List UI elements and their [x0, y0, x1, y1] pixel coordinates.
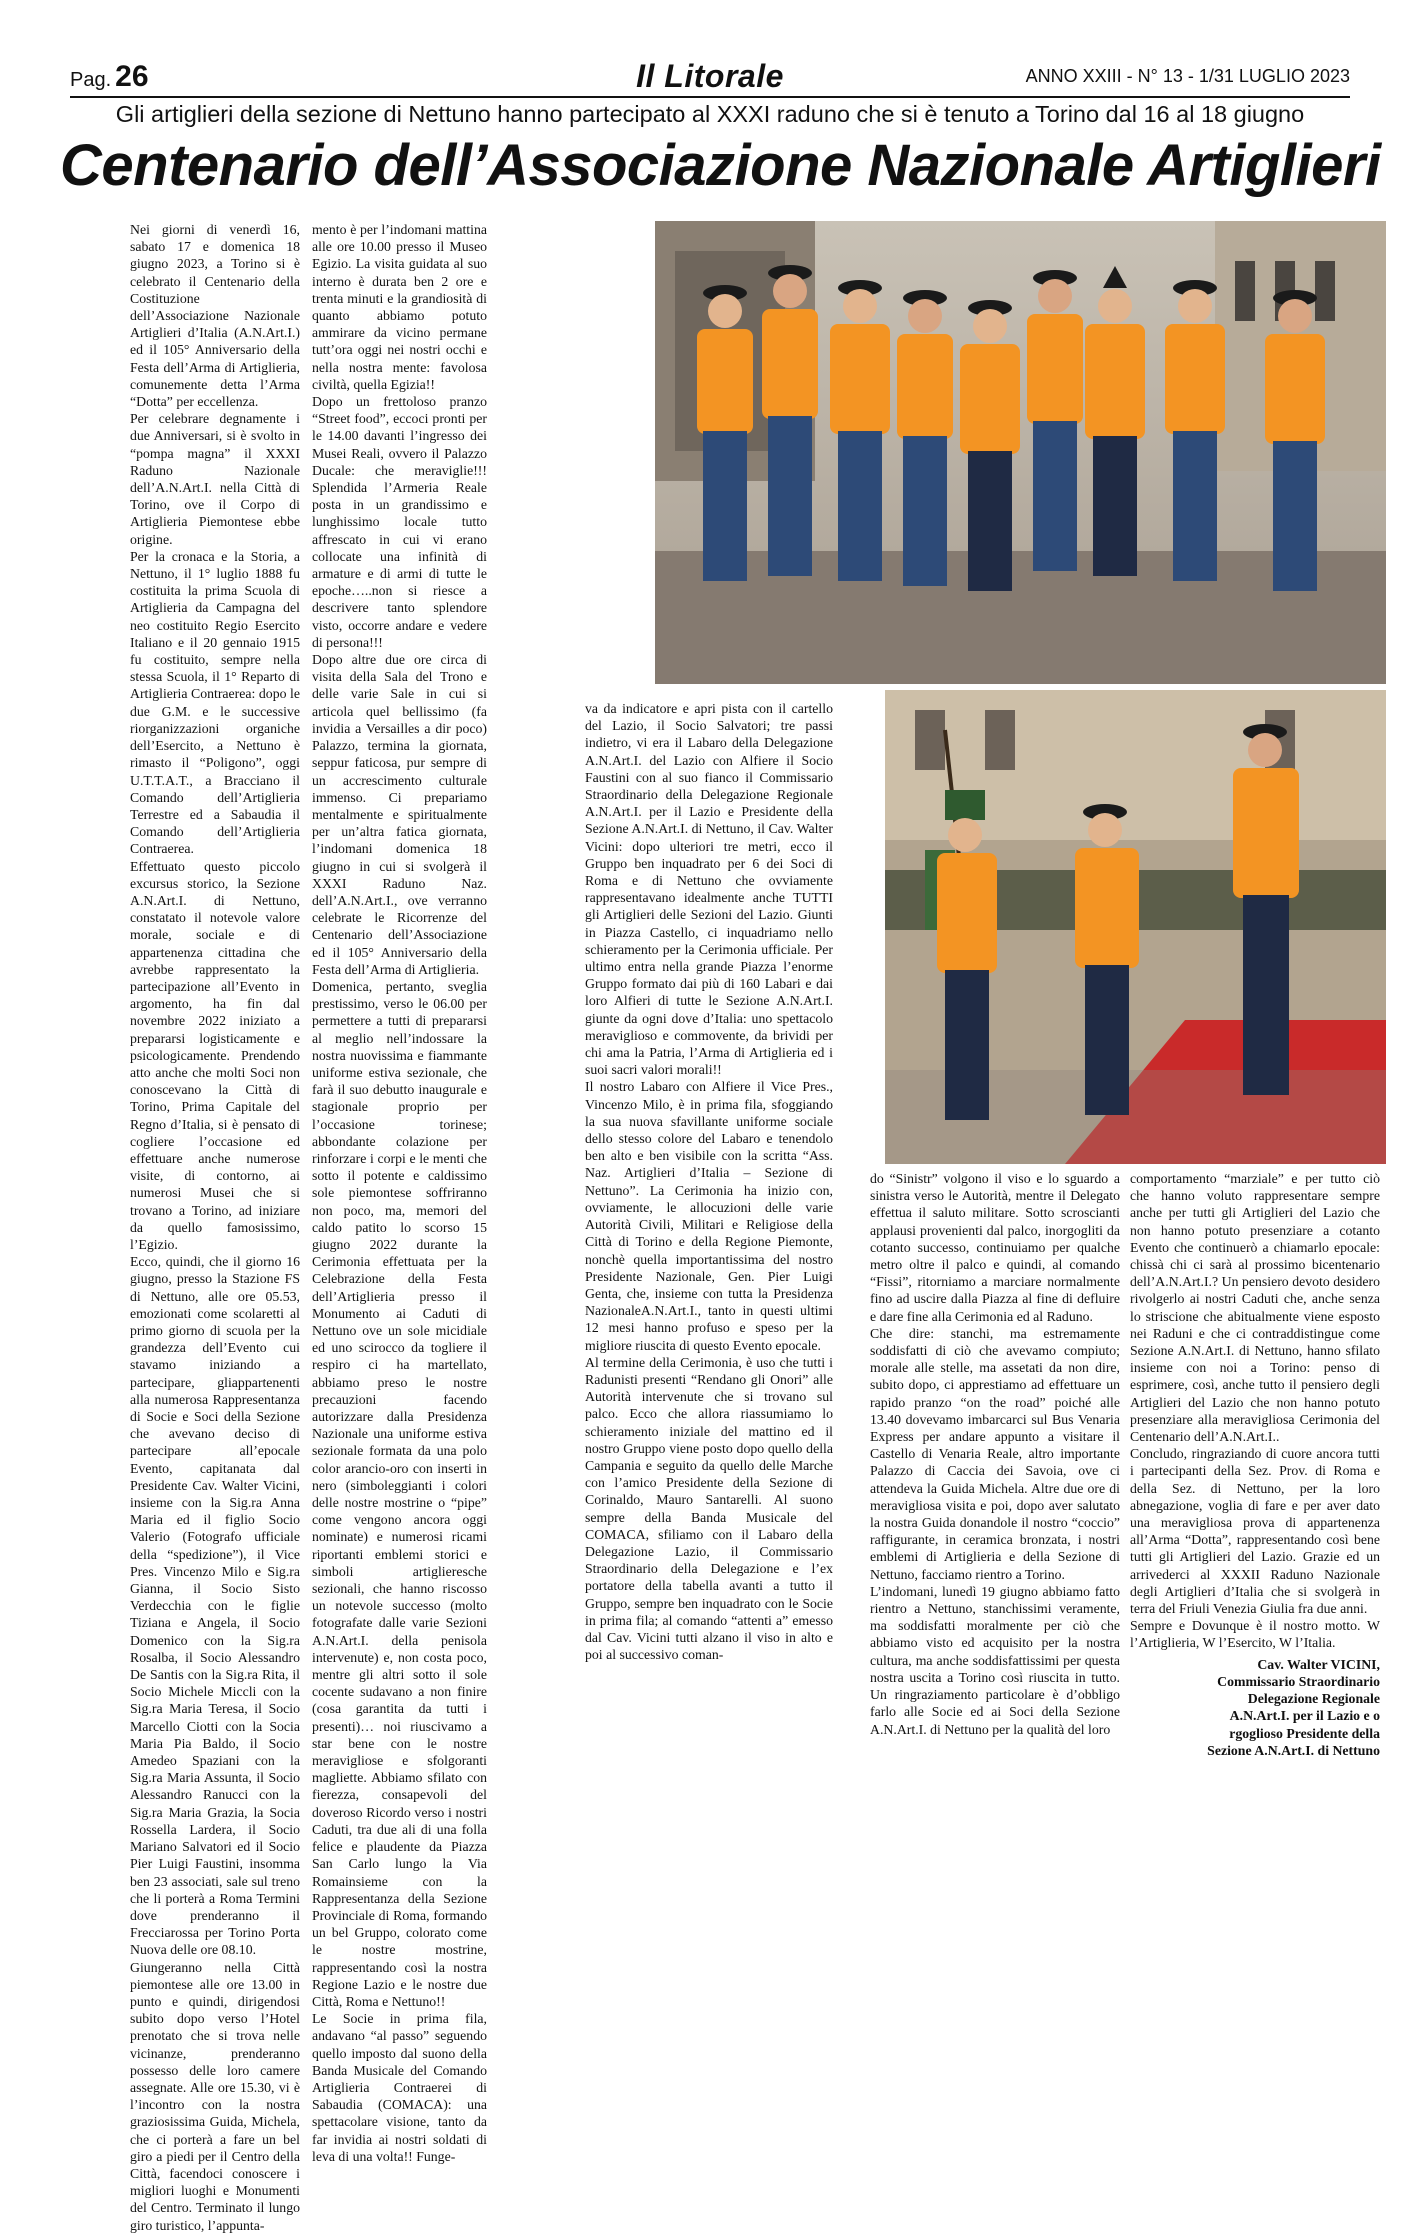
paragraph: L’indomani, lunedì 19 giugno abbiamo fatto rientro a Nettuno, stanchissimi veramente, ma soddisfatti moralmente per ciò che abbiamo visto ed acquisito per la nostra cultura, ma anche soddisfattissimi per questa nostra uscita a Torino così riuscita in tutto. Un ringraziamento particolare è d’obbligo farlo alle Socie ed ai Soci della Sezione A.N.Art.I. di Nettuno per la qualità del loro [870, 1583, 1120, 1737]
article-column-3 [585, 700, 833, 1936]
parade-photo-icon [885, 690, 1386, 1164]
page-header [70, 60, 1350, 98]
paragraph: comportamento “marziale” e per tutto ciò che hanno voluto rappresentare sempre anche per tutti gli Artiglieri del Lazio che non hanno potuto presenziare a cotanto Evento che continuerò a chiamarlo epocale: chissà chi ci sarà al prossimo bicentenario dell’A.N.Art.I.? Un pensiero devoto desidero rivolgerlo ai nostri Caduti che, anche senza lo striscione che abitualmente viene esposto nei Raduni e che ci contraddistingue come Sezione A.N.Art.I. di Nettuno, hanno sfilato insieme con noi a Torino: penso di esprimere, così, anche tutto il pensiero degli Artiglieri del Lazio che non hanno potuto presenziare alla meravigliosa Cerimonia del Centenario dell’A.N.Art.I.. [1130, 1171, 1380, 1445]
article-column-1 [130, 221, 300, 2233]
paragraph: Nei giorni di venerdì 16, sabato 17 e domenica 18 giugno 2023, a Torino si è celebrato il Centenario della Costituzione dell’Associazione Nazionale Artiglieri d’Italia (A.N.Art.I.) ed il 105° Anniversario della Festa dell’Arma di Artiglieria, comunemente detta l’Arma “Dotta” per eccellenza. [130, 222, 300, 410]
paragraph: Al termine della Cerimonia, è uso che tutti i Radunisti presenti “Rendano gli Onori” alle Autorità intervenute che si trovano sul palco. Ecco che allora riassumiamo lo schieramento iniziale del mattino ed il nostro Gruppo viene posto dopo quello della Campania e seguito da quello delle Marche con l’amico Presidente della Sezione di Corinaldo, Mauro Santarelli. Al suono sempre della Banda Musicale del COMACA, sfiliamo con il Labaro della Delegazione Lazio, il Commissario Straordinario della Delegazione e l’ex portatore della tabella avanti a tutto il Gruppo, sempre ben inquadrato con le Socie in prima fila; al comando “attenti a” emesso dal Cav. Vicini tutti alzano il viso in alto e poi al successivo coman- [585, 1354, 833, 1663]
paragraph: Giungeranno nella Città piemontese alle ore 13.00 in punto e quindi, dirigendosi subito dopo verso l’Hotel prenotato che si trova nelle vicinanze, prenderanno possesso delle loro camere assegnate. Alle ore 15.30, vi è l’incontro con la nostra graziosissima Guida, Michela, che ci porterà a fare un bel giro a piedi per il Centro della Città, facendoci conoscere i migliori luoghi e Monumenti del Centro. Terminato il lungo giro turistico, l’appunta- [130, 1959, 300, 2233]
signature-line: rgoglioso Presidente della [1229, 1725, 1380, 1741]
paragraph: Il nostro Labaro con Alfiere il Vice Pres., Vincenzo Milo, è in prima fila, sfoggiando la sua nuova sfavillante uniforme sociale dello stesso colore del Labaro e tenendolo ben alto e ben visibile con la scritta “Ass. Naz. Artiglieri d’Italia – Sezione di Nettuno”. La Cerimonia ha inizio con, ovviamente, le allocuzioni delle varie Autorità Civili, Militari e Religiose della Città di Torino e della Regione Piemonte, nonchè quella importantissima del nostro Presidente Nazionale, Gen. Pier Luigi Genta, che, insieme con tutta la Presidenza NazionaleA.N.Art.I., tanto in questi ultimi 12 mesi hanno profuso e speso per la migliore riuscita di questo Evento epocale. [585, 1079, 833, 1353]
paragraph: Per la cronaca e la Storia, a Nettuno, il 1° luglio 1888 fu costituita la prima Scuola di Artiglieria da Campagna del neo costituito Regio Esercito Italiano e il 20 gennaio 1915 fu costituito, sempre nella stessa Scuola, il 1° Reparto di Artiglieria Contraerea: dopo le due G.M. e le successive riorganizzazioni organiche dell’Esercito, a Nettuno è rimasto il “Poligono”, oggi U.T.T.A.T., a Bracciano il Comando dell’Artiglieria Terrestre ed a Sabaudia il Comando dell’Artiglieria Contraerea. [130, 548, 300, 857]
pag-label: Pag. [70, 69, 112, 91]
masthead: Il Litorale [636, 58, 784, 94]
article-column-4 [870, 1170, 1120, 1970]
paragraph: Concludo, ringraziando di cuore ancora tutti i partecipanti della Sez. Prov. di Roma e della Sez. di Nettuno, per la loro abnegazione, voglia di fare e per aver dato una meravigliosa prova di appartenenza all’Arma “Dotta”, rappresentando così bene tutti gli Artiglieri del Lazio. Grazie ed un arrivederci al XXXII Raduno Nazionale degli Artiglieri d’Italia che si svolgerà in terra del Friuli Venezia Giulia fra due anni. [1130, 1446, 1380, 1617]
paragraph: Che dire: stanchi, ma estremamente soddisfatti di ciò che avevamo compiuto; morale alle stelle, ma assetati da non dire, subito dopo, ci apprestiamo ad effettuare un rapido pranzo “on the road” poiché alle 13.40 dovevamo imbarcarci sul Bus Venaria Express per andare appunto a visitare il Castello di Venaria Reale, altro importante Palazzo di Caccia dei Savoia, ove ci attendeva la Guida Michela. Altre due ore di meravigliosa visita e poi, dopo aver salutato la nostra Guida donandole il nostro “coccio” raffigurante, in ceramica bronzata, i nostri emblemi di Artiglieria e della Sezione di Nettuno, facciamo rientro a Torino. [870, 1325, 1120, 1582]
paragraph: Le Socie in prima fila, andavano “al passo” seguendo quello imposto dal suono della Banda Musicale del Comando Artiglieria Contraerei di Sabaudia (COMACA): una spettacolare visione, tanto da far invidia ai nostri soldati di leva di una volta!! Funge- [312, 2011, 487, 2164]
group-photo [655, 221, 1386, 684]
issue-info: ANNO XXIII - N° 13 - 1/31 LUGLIO 2023 [1025, 66, 1350, 86]
signature-line: Cav. Walter VICINI, [1257, 1656, 1380, 1672]
group-photo-icon [655, 221, 1386, 684]
paragraph: mento è per l’indomani mattina alle ore 10.00 presso il Museo Egizio. La visita guidata al suo interno è durata ben 2 ore e trenta minuti e la grandiosità di quanto abbiamo potuto ammirare da vicino permane tutt’ora oggi nei nostri occhi e nella nostra mente: favolosa civiltà, quella Egizia!! [312, 222, 487, 392]
signature-line: Sezione A.N.Art.I. di Nettuno [1207, 1742, 1380, 1758]
paragraph: Dopo altre due ore circa di visita della Sala del Trono e delle varie Sale in cui si articola quel bellissimo (fa invidia a Versailles a dir poco) Palazzo, termina la giornata, seppur faticosa, pur sempre di un accrescimento culturale immenso. Ci prepariamo mentalmente e spiritualmente per un’altra fatica giornata, l’indomani domenica 18 giugno in cui si svolgerà il XXXI Raduno Naz. dell’A.N.Art.I., ove verranno celebrate le Ricorrenze del Centenario dell’Associazione ed il 105° Anniversario della Festa dell’Arma di Artiglieria. [312, 652, 487, 977]
paragraph: do “Sinistr” volgono il viso e lo sguardo a sinistra verso le Autorità, mentre il Delegato effettua il saluto militare. Sotto scroscianti applausi provenienti dal palco, inorgogliti da cotanto successo, continuiamo per qualche metro oltre il palco e quindi, al comando “Fissi”, ritorniamo a marciare normalmente fino ad uscire dalla Piazza al fine di defluire e dare fine alla Cerimonia ed al Raduno. [870, 1171, 1120, 1324]
signature [1130, 1656, 1380, 1759]
paragraph: Effettuato questo piccolo excursus storico, la Sezione A.N.Art.I. di Nettuno, constatato il notevole valore morale, sociale e di appartenenza cittadina che avrebbe rappresentato la partecipazione all’Evento in argomento, ha fin dal novembre 2022 iniziato a prepararsi logisticamente e psicologicamente. Prendendo atto anche che molti Soci non conoscevano la Città di Torino, Prima Capitale del Regno d’Italia, si è pensato di cogliere l’occasione ed effettuare anche numerose visite, di contorno, ai numerosi Musei che si trovano a Torino, ad iniziare da quello famosissimo, l’Egizio. [130, 858, 300, 1252]
paragraph: Sempre e Dovunque è il nostro motto. W l’Artiglieria, W l’Esercito, W l’Italia. [1130, 1618, 1380, 1651]
article-column-5 [1130, 1170, 1380, 1970]
article-column-2 [312, 221, 487, 2164]
signature-line: Delegazione Regionale [1247, 1691, 1380, 1707]
paragraph: Dopo un frettoloso pranzo “Street food”, eccoci pronti per le 14.00 davanti l’ingresso dei Musei Reali, ovvero il Palazzo Ducale: che meraviglie!!! Splendida l’Armeria Reale posta in un grandissimo e lunghissimo locale tutto affrescato in cui vi erano collocate una infinità di armature e di armi di tutte le epoche…..non si riesce a descrivere tanto splendore visto, occorre andare e vedere di persona!!! [312, 394, 487, 650]
signature-line: Commissario Straordinario [1217, 1673, 1380, 1689]
paragraph: va da indicatore e apri pista con il cartello del Lazio, il Socio Salvatori; tre passi indietro, vi era il Labaro della Delegazione A.N.Art.I. del Lazio con Alfiere il Socio Faustini con al suo fianco il Commissario Straordinario della Delegazione Regionale A.N.Art.I. per il Lazio e Presidente della Sezione A.N.Art.I. di Nettuno, il Cav. Walter Vicini: dopo ulteriori tre metri, ecco il Gruppo ben inquadrato per 6 dei Soci di Roma e di Nettuno che ovviamente rappresentavano idealmente anche TUTTI gli Artiglieri delle Sezioni del Lazio. Giunti in Piazza Castello, ci inquadriamo nello schieramento per la Cerimonia ufficiale. Per ultimo entra nella grande Piazza l’enorme Gruppo formato dai più di 160 Labari e dai loro Alfieri di tutte le Sezione A.N.Art.I. giunte da ogni dove d’Italia: uno spettacolo meraviglioso e commovente, da brividi per chi ama la Patria, l’Arma di Artiglieria ed i suoi sacri valori morali!! [585, 701, 833, 1078]
paragraph: Domenica, pertanto, sveglia prestissimo, verso le 06.00 per permettere a tutti di prepararsi al meglio nell’indossare la nostra nuovissima e fiammante uniforme estiva sezionale, che farà il suo debutto inaugurale e stagionale proprio per l’occasione torinese; abbondante colazione per rinforzare i corpi e le menti che sotto il potente e caldissimo sole piemontese soffriranno non poco, ma, memori del caldo patito lo scorso 15 giugno 2022 durante la Cerimonia effettuata per la Celebrazione della Festa dell’Artiglieria presso il Monumento ai Caduti di Nettuno ove un sole micidiale ed uno scirocco da togliere il respiro ci ha martellato, abbiamo preso le nostre precauzioni facendo autorizzare dalla Presidenza Nazionale una uniforme estiva sezionale formata da una polo color arancio-oro con inserti in nero (simboleggianti i colori delle nostre mostrine o “pipe” come vengono ancora oggi nominate) e numerosi ricami riportanti emblemi storici e simboli artiglieresche sezionali, che hanno riscosso un notevole successo (molto fotografate dalle varie Sezioni A.N.Art.I. della penisola intervenute) e, non costa poco, mentre gli altri sotto il sole cocente sudavano a non finire (cosa garantita da tutti i presenti)… noi riuscivamo a star bene con le nostre meravigliose e sfolgoranti magliette. Abbiamo sfilato con fierezza, consapevoli del doveroso Ricordo verso i nostri Caduti, tra due ali di una folla felice e plaudente da Piazza San Carlo lungo la Via Romainsieme con la Rappresentanza della Sezione Provinciale di Roma, formando un bel Gruppo, colorato come le nostre mostrine, rappresentando così la nostra Regione Lazio e le nostre due Città, Roma e Nettuno!! [312, 978, 487, 2009]
paragraph: Per celebrare degnamente i due Anniversari, si è svolto in “pompa magna” il XXXI Raduno Nazionale dell’A.N.Art.I. nella Città di Torino, ove il Corpo di Artiglieria Piemontese ebbe origine. [130, 411, 300, 547]
paragraph: Ecco, quindi, che il giorno 16 giugno, presso la Stazione FS di Nettuno, alle ore 05.53, emozionati come scolaretti al primo giorno di scuola per la grandezza dell’Evento cui stavamo iniziando a partecipare, gliappartenenti alla numerosa Rappresentanza di Socie e Soci della Sezione che avevano deciso di partecipare all’epocale Evento, capitanata dal Presidente Cav. Walter Vicini, insieme con la Sig.ra Anna Maria ed il figlio Socio Valerio (Fotografo ufficiale della “spedizione”), il Vice Pres. Vincenzo Milo e Sig.ra Gianna, il Socio Sisto Verdecchia con le figlie Tiziana e Angela, il Socio Domenico con la Sig.ra Rosalba, il Socio Alessandro De Santis con la Sig.ra Rita, il Socio Michele Miccli con la Sig.ra Maria Teresa, il Socio Marcello Ciotti con la Socia Maria Pia Baldo, il Socio Amedeo Spaziani con la Sig.ra Maria Assunta, il Socio Alessandro Ranucci con la Sig.ra Maria Grazia, la Socia Rossella Lardera, il Socio Mariano Salvatori ed il Socio Pier Luigi Faustini, insomma ben 23 associati, sale sul treno che li porterà a Roma Termini dove prenderanno il Frecciarossa per Torino Porta Nuova delle ore 08.10. [130, 1254, 300, 1958]
headline: Centenario dell’Associazione Nazionale Artiglieri [60, 133, 1381, 198]
pag-number: 26 [115, 60, 149, 93]
parade-photo [885, 690, 1386, 1164]
signature-line: A.N.Art.I. per il Lazio e o [1229, 1708, 1380, 1724]
kicker: Gli artiglieri della sezione di Nettuno hanno partecipato al XXXI raduno che si è tenuto a Torino dal 16 al 18 giugno [115, 101, 1305, 127]
